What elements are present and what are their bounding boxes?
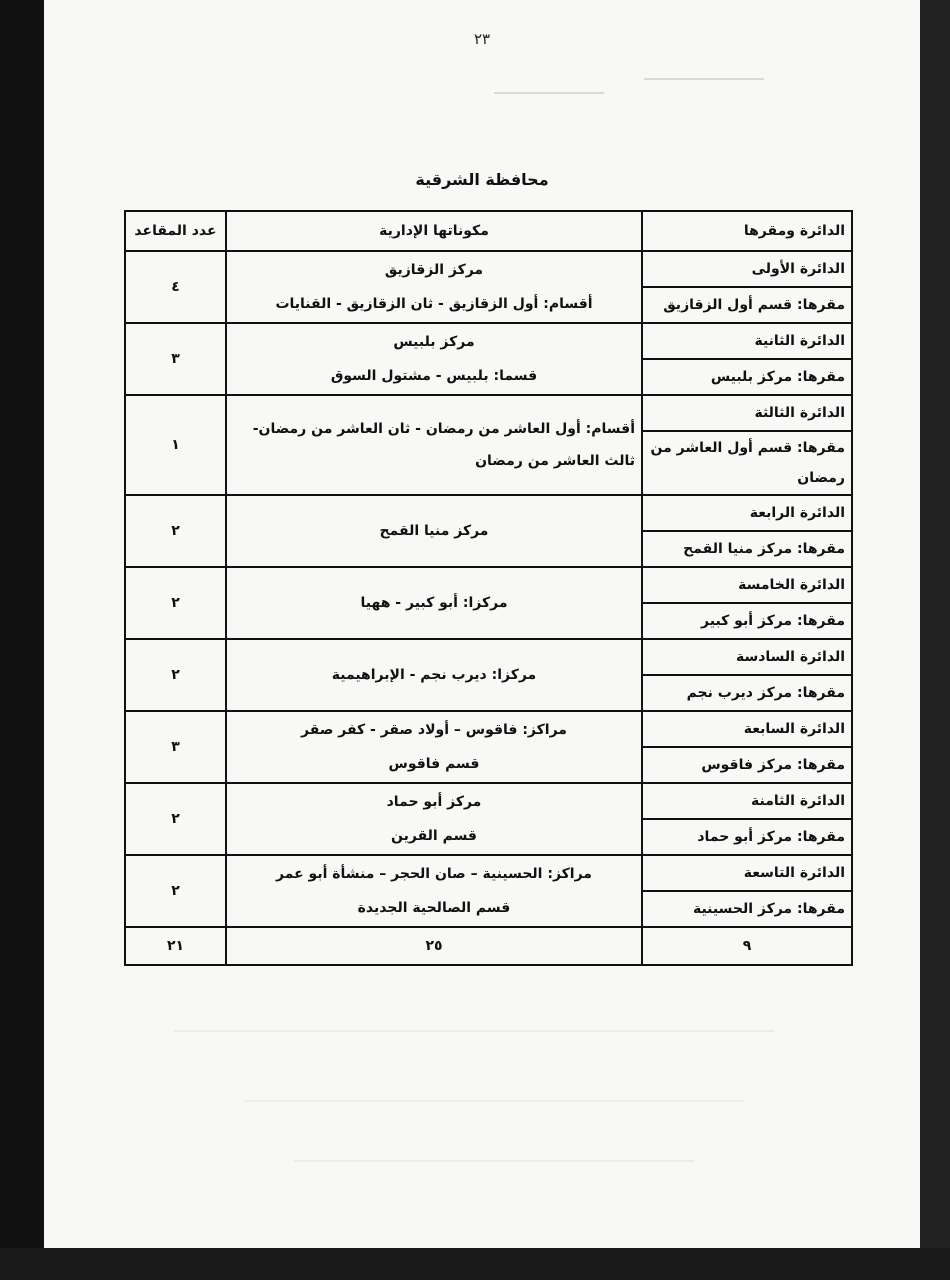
bleed-through-mark <box>644 78 764 80</box>
header-seats: عدد المقاعد <box>125 211 226 251</box>
bleed-through-mark <box>244 1100 744 1102</box>
component-line: مركزا: ديرب نجم - الإبراهيمية <box>331 667 537 683</box>
district-seat: مقرها: مركز أبو حماد <box>642 819 852 855</box>
district-components <box>226 495 642 567</box>
district-name: الدائرة الأولى <box>642 251 852 287</box>
table-row <box>125 855 852 891</box>
district-name: الدائرة السابعة <box>642 711 852 747</box>
district-seat: مقرها: مركز ديرب نجم <box>642 675 852 711</box>
page-number: ٢٣ <box>473 30 491 48</box>
component-line: قسم الصالحية الجديدة <box>357 900 511 916</box>
component-line: أقسام: أول الزقازيق - ثان الزقازيق - القنايات <box>275 296 593 312</box>
district-seat: مقرها: مركز بلبيس <box>642 359 852 395</box>
seat-count: ٢ <box>125 495 226 567</box>
total-districts: ٩ <box>642 927 852 965</box>
seat-count: ٤ <box>125 251 226 323</box>
component-line: مركز بلبيس <box>393 334 475 350</box>
district-components <box>226 711 642 783</box>
district-name: الدائرة الخامسة <box>642 567 852 603</box>
scan-edge-bottom <box>0 1248 950 1280</box>
component-line: مراكز: الحسينية – صان الحجر – منشأة أبو عمر <box>276 866 592 882</box>
table-row <box>125 395 852 431</box>
component-line: قسم القرين <box>391 828 477 844</box>
bleed-through-mark <box>294 1160 694 1162</box>
district-seat: مقرها: قسم أول الزقازيق <box>642 287 852 323</box>
district-seat: مقرها: مركز منيا القمح <box>642 531 852 567</box>
district-name: الدائرة الثانية <box>642 323 852 359</box>
total-components: ٢٥ <box>226 927 642 965</box>
district-components <box>226 395 642 495</box>
page-title: محافظة الشرقية <box>415 170 549 189</box>
district-name: الدائرة الثامنة <box>642 783 852 819</box>
district-seat: مقرها: مركز فاقوس <box>642 747 852 783</box>
seat-count: ٣ <box>125 323 226 395</box>
district-seat: مقرها: مركز الحسينية <box>642 891 852 927</box>
header-district: الدائرة ومقرها <box>642 211 852 251</box>
component-line: أقسام: أول العاشر من رمضان - ثان العاشر من رمضان- ثالث العاشر من رمضان <box>252 421 635 469</box>
component-line: مركز أبو حماد <box>386 794 482 810</box>
district-name: الدائرة الرابعة <box>642 495 852 531</box>
totals-row <box>125 927 852 965</box>
header-components: مكوناتها الإدارية <box>226 211 642 251</box>
table-row <box>125 783 852 819</box>
seat-count: ١ <box>125 395 226 495</box>
document-page <box>44 0 920 1248</box>
district-name: الدائرة التاسعة <box>642 855 852 891</box>
district-components <box>226 251 642 323</box>
seat-count: ٢ <box>125 567 226 639</box>
district-name: الدائرة الثالثة <box>642 395 852 431</box>
district-seat: مقرها: مركز أبو كبير <box>642 603 852 639</box>
component-line: مركزا: أبو كبير - ههيا <box>360 595 508 611</box>
table-row <box>125 639 852 675</box>
table-row <box>125 711 852 747</box>
table-row <box>125 567 852 603</box>
district-seat: مقرها: قسم أول العاشر من رمضان <box>642 431 852 495</box>
districts-table <box>124 210 853 966</box>
scan-edge <box>920 0 950 1248</box>
total-seats: ٢١ <box>125 927 226 965</box>
seat-count: ٢ <box>125 639 226 711</box>
component-line: مراكز: فاقوس – أولاد صقر - كفر صقر <box>301 722 567 738</box>
component-line: قسما: بلبيس - مشتول السوق <box>330 368 538 384</box>
district-components <box>226 639 642 711</box>
district-components <box>226 855 642 927</box>
district-components <box>226 783 642 855</box>
district-components <box>226 567 642 639</box>
table-row <box>125 495 852 531</box>
seat-count: ٢ <box>125 855 226 927</box>
seat-count: ٢ <box>125 783 226 855</box>
bleed-through-mark <box>494 92 604 94</box>
district-components <box>226 323 642 395</box>
table-row <box>125 323 852 359</box>
district-name: الدائرة السادسة <box>642 639 852 675</box>
component-line: قسم فاقوس <box>388 756 480 772</box>
component-line: مركز الزقازيق <box>384 262 484 278</box>
component-line: مركز منيا القمح <box>379 523 489 539</box>
table-row <box>125 251 852 287</box>
seat-count: ٣ <box>125 711 226 783</box>
bleed-through-mark <box>174 1030 774 1032</box>
